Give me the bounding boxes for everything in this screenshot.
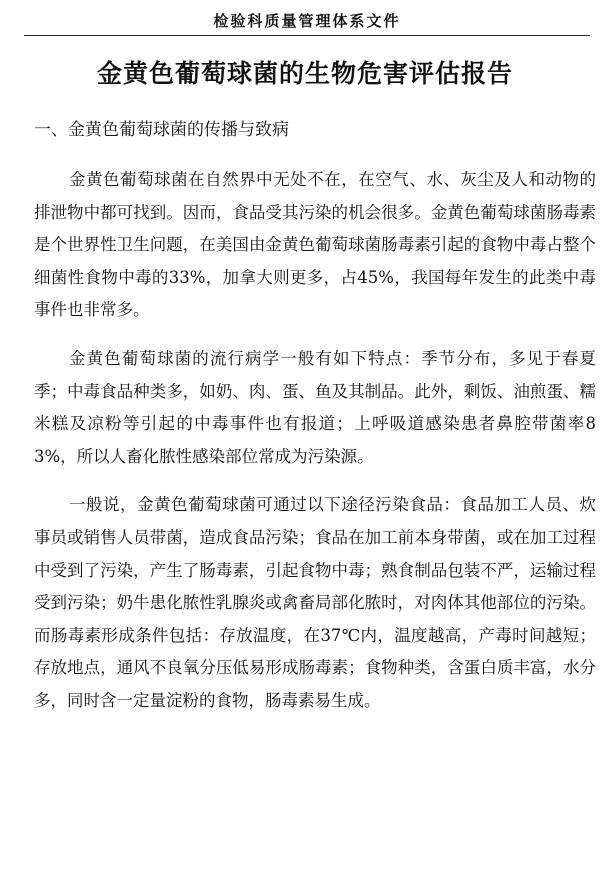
body-paragraph-3: 一般说，金黄色葡萄球菌可通过以下途径污染食品：食品加工人员、炊事员或销售人员带菌，造成食品污染；食品在加工前本身带菌，或在加工过程中受到了污染，产生了肠毒素，引起食物中毒；熟食制品包装不严，运输过程受到污染；奶牛患化脓性乳腺炎或禽畜局部化脓时，对肉体其他部位的污染。而肠毒素形成条件包括：存放温度，在37℃内，温度越高，产毒时间越短；存放地点，通风不良氧分压低易形成肠毒素；食物种类，含蛋白质丰富，水分多，同时含一定量淀粉的食物，肠毒素易生成。 <box>34 495 596 710</box>
document-title: 金黄色葡萄球菌的生物危害评估报告 <box>96 59 513 88</box>
section-heading: 一、金黄色葡萄球菌的传播与致病 <box>34 120 289 140</box>
document-body <box>34 164 596 734</box>
body-paragraph-1: 金黄色葡萄球菌在自然界中无处不在，在空气、水、灰尘及人和动物的排泄物中都可找到。因而，食品受其污染的机会很多。金黄色葡萄球菌肠毒素是个世界性卫生问题，在美国由金黄色葡萄球菌肠毒素引起的食物中毒占整个细菌性食物中毒的33%，加拿大则更多，占45%，我国每年发生的此类中毒事件也非常多。 <box>34 170 596 320</box>
running-header: 检验科质量管理体系文件 <box>213 12 401 30</box>
header-divider <box>24 35 590 36</box>
body-paragraph-2: 金黄色葡萄球菌的流行病学一般有如下特点：季节分布，多见于春夏季；中毒食品种类多，如奶、肉、蛋、鱼及其制品。此外，剩饭、油煎蛋、糯米糕及凉粉等引起的中毒事件也有报道；上呼吸道感染患者鼻腔带菌率83%，所以人畜化脓性感染部位常成为污染源。 <box>34 348 596 466</box>
